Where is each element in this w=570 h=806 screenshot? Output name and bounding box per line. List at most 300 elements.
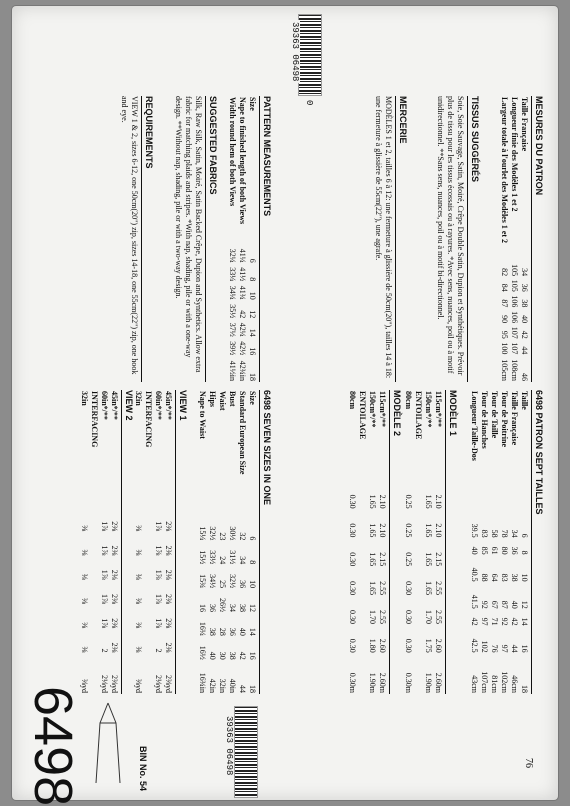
cell: 107 [510, 342, 519, 355]
table-row [377, 390, 387, 694]
cell: 2.60m [378, 672, 387, 693]
cell: 10 [248, 580, 257, 589]
cell: 1⅞ [154, 569, 163, 580]
section-title: TISSUS SUGGÉRÉS [467, 96, 480, 382]
cell: 2⅛yd [154, 675, 163, 693]
cell: 41½in [228, 360, 237, 381]
french-sizes [469, 390, 544, 694]
cell: 1⅞ [154, 545, 163, 556]
cell: 32¼ [228, 248, 237, 263]
cell: 30 [218, 651, 227, 660]
row-label: 45in*/** [110, 391, 119, 420]
table-row [143, 390, 153, 694]
cell: 0.30 [404, 581, 413, 596]
cell: 40in [228, 678, 237, 693]
cell: 2.55 [378, 581, 387, 596]
cell: 2⅜yd [110, 675, 119, 693]
section-title: MERCERIE [395, 96, 408, 382]
table-row [509, 96, 519, 382]
cell: 2.10 [378, 494, 387, 509]
section-title: VIEW 1 [175, 390, 188, 694]
size-label: Nape to Waist [198, 391, 207, 439]
cell: 2⅜ [164, 521, 173, 532]
row-label: Size [248, 97, 257, 111]
cell: 40 [510, 600, 519, 609]
page-number: 76 [523, 758, 534, 768]
cell: 80 [500, 546, 509, 555]
cell: 16 [520, 644, 529, 653]
cell: 33½ [208, 550, 217, 565]
table-row [469, 390, 479, 694]
cell: 14 [248, 627, 257, 636]
cell: 2.55 [434, 581, 443, 596]
cell: 34 [520, 268, 529, 277]
section-text: Silk, Raw Silk, Satin, Moiré, Satin Backed Crêpe, Dupion and Synthetics. Allow extra fabric for matching plaids and stripes. *With nap, shading, pile or with a one-way design. **Without nap, shading, pile or with a two-way design. [174, 96, 203, 373]
cell: 1.65 [368, 581, 377, 596]
cell: 15¾ [198, 574, 207, 589]
cell: 2.60 [434, 638, 443, 653]
cell: ⅜yd [134, 679, 143, 693]
cell: 12 [248, 310, 257, 319]
row-label: Taille Française [520, 97, 529, 152]
cell: 2⅜ [110, 618, 119, 629]
cell: 1⅞ [154, 618, 163, 629]
cell: 67 [490, 600, 499, 609]
cell: 1.70 [368, 609, 377, 624]
cell: 18 [248, 373, 257, 381]
cell: 2⅜ [164, 569, 173, 580]
size-label: Hips [208, 391, 217, 408]
cell: 2⅜ [110, 569, 119, 580]
cell: 0.25 [404, 494, 413, 509]
cell: 36 [510, 546, 519, 555]
cell: 1⅞ [100, 545, 109, 556]
size-label: Longueur Taille-Dos [470, 391, 479, 461]
cell: 36 [228, 627, 237, 636]
cell: 83 [500, 573, 509, 582]
cell: 2⅜ [164, 618, 173, 629]
section [173, 96, 218, 382]
row-label: Width round hem of both Views [228, 97, 237, 207]
row-label: ENTOILAGE [414, 391, 423, 440]
table-row [163, 390, 173, 694]
size-label: Tour de Hanches [480, 391, 489, 449]
table-row [99, 390, 109, 694]
cell: 41.5 [470, 594, 479, 609]
table-row [237, 96, 247, 382]
cell: 88 [480, 573, 489, 582]
cell: 0.30m [348, 672, 357, 693]
cell: 8 [520, 550, 529, 555]
cell: 16¾in [198, 672, 207, 693]
section [373, 96, 408, 382]
cell: 38 [520, 299, 529, 308]
cell: 10 [520, 573, 529, 582]
cell: 1⅞ [154, 593, 163, 604]
cell: 105cm [500, 359, 509, 381]
row-label: ENTOILAGE [358, 391, 367, 440]
section-title: VIEW 2 [121, 390, 134, 694]
size-label: Size [248, 391, 257, 405]
section [347, 390, 402, 694]
cell: 2.60m [434, 672, 443, 693]
cell: ⅜ [134, 525, 143, 532]
french-size-table [469, 390, 529, 694]
cell: 44 [510, 644, 519, 653]
barcode-top-prefix: 0 [304, 100, 314, 106]
cell: 42 [238, 310, 247, 319]
section-title: MESURES DU PATRON [531, 96, 544, 382]
cell: ⅜ [134, 549, 143, 556]
cell: 14 [248, 328, 257, 337]
cell: 82 [500, 268, 509, 277]
cell: 16 [248, 347, 257, 356]
row-label: 32in [134, 391, 143, 406]
cell: 1.65 [368, 523, 377, 538]
cell: 1.90m [424, 672, 433, 693]
cell: 1.65 [368, 552, 377, 567]
cell: 78 [500, 529, 509, 538]
cell: 97 [480, 617, 489, 626]
cell: 102cm [500, 671, 509, 693]
row-label: 115cm*/** [378, 391, 387, 427]
cell: 6 [248, 536, 257, 541]
cell: 0.30 [348, 638, 357, 653]
table-row [357, 390, 367, 694]
cell: 39½ [228, 341, 237, 356]
cell: 76 [490, 644, 499, 653]
size-label: Waist [218, 391, 227, 411]
section-title: REQUIREMENTS [141, 96, 154, 382]
cell: 32 [238, 532, 247, 541]
section [133, 390, 188, 694]
cell: ⅜ [80, 597, 89, 604]
cell: 46 [520, 373, 529, 381]
table-row [519, 96, 529, 382]
row-label: 32in [80, 391, 89, 406]
cell: 42 [470, 617, 479, 626]
cell: 61 [490, 546, 499, 555]
cell: 16½ [198, 645, 207, 660]
cell: 42½ [238, 341, 247, 356]
section-title: MODÈLE 2 [389, 390, 402, 694]
table-row [499, 390, 509, 694]
cell: 15½ [198, 550, 207, 565]
cell: 1⅞ [100, 618, 109, 629]
size-label: Taille [520, 391, 529, 410]
cell: 38 [510, 573, 519, 582]
cell: 38 [228, 651, 237, 660]
cell: 2.55 [434, 609, 443, 624]
cell: 0.30 [348, 581, 357, 596]
cell: 71 [490, 617, 499, 626]
cell: 0.30 [348, 494, 357, 509]
cell: 34½ [208, 574, 217, 589]
cell: 10 [248, 291, 257, 300]
table-row [153, 390, 163, 694]
cell: 42 [510, 617, 519, 626]
cell: 1.80 [368, 638, 377, 653]
english-title: 6498 SEVEN SIZES IN ONE [259, 390, 272, 694]
cell: 0.30 [404, 609, 413, 624]
cell: 41¼ [238, 248, 247, 263]
cell: ⅜ [134, 622, 143, 629]
cell: 2.55 [378, 609, 387, 624]
cell: 33¼ [228, 267, 237, 282]
cell: 36 [208, 604, 217, 613]
cell: 41½ [238, 267, 247, 282]
cell: 2⅜ [110, 545, 119, 556]
dress-sketch [78, 698, 138, 788]
cell: 107cm [480, 671, 489, 693]
cell: ⅜ [134, 573, 143, 580]
table-row [403, 390, 413, 694]
section-table [227, 96, 257, 382]
row-label: 60in*/** [100, 391, 109, 420]
section-table [133, 390, 173, 694]
row-label: 115cm*/** [434, 391, 443, 427]
barcode-bottom-label: 39363 06498 [224, 716, 234, 776]
cell: 42 [520, 330, 529, 339]
cell: 28 [218, 627, 227, 636]
cell: 1⅞ [100, 521, 109, 532]
cell: 1⅞ [100, 593, 109, 604]
cell: 106 [510, 311, 519, 324]
section-title: SUGGESTED FABRICS [205, 96, 218, 382]
row-label: Largeur totale à l'ourlet des Modèles 1 et 2 [500, 97, 509, 244]
cell: 1⅞ [100, 569, 109, 580]
cell: ⅜ [80, 525, 89, 532]
cell: 8 [248, 277, 257, 282]
cell: 35½ [228, 304, 237, 319]
cell: 16 [248, 651, 257, 660]
cell: 2⅜ [164, 593, 173, 604]
section [79, 390, 134, 694]
table-row [347, 390, 357, 694]
cell: 2.60 [378, 638, 387, 653]
cell: ⅜yd [80, 679, 89, 693]
section-table [499, 96, 529, 382]
cell: 2.10 [378, 523, 387, 538]
table-row [227, 96, 237, 382]
cell: 102 [480, 640, 489, 653]
cell: 0.30m [404, 672, 413, 693]
cell: 1.90m [368, 672, 377, 693]
cell: 0.30 [348, 552, 357, 567]
cell: 84 [500, 283, 509, 292]
cell: 1.70 [424, 609, 433, 624]
cell: 0.25 [404, 552, 413, 567]
cell: 105 [510, 264, 519, 277]
cell: 1⅞ [154, 521, 163, 532]
row-label: Nape to finished length of both Views [238, 97, 247, 225]
french-title: 6498 PATRON SEPT TAILLES [531, 390, 544, 694]
cell: 31½ [228, 550, 237, 565]
cell: 2⅜ [164, 642, 173, 653]
cell: 2.10 [434, 523, 443, 538]
size-label: Tour de Poitrine [500, 391, 509, 448]
cell: ⅜ [80, 622, 89, 629]
section-text: Soie, Soie Sauvage, Satin, Moiré, Crêpe Double Satin, Dupion et Synthétiques. Prévoir plus de tissu pour les tissus écossais ou à rayures. *Avec sens, nuances, poil ou à motif unidirectionnel. **Sans sens, nuances, poil ou à motif bi-directionnel. [436, 96, 465, 376]
layout-stage [12, 6, 558, 800]
cell: 43cm [470, 675, 479, 693]
cell: 16¼ [198, 621, 207, 636]
cell: 36 [238, 580, 247, 589]
pattern-number: 6498 [23, 686, 83, 806]
section [227, 96, 272, 382]
cell: 0.30 [348, 609, 357, 624]
cell: 15¼ [198, 526, 207, 541]
cell: 87 [500, 600, 509, 609]
cell: 100 [500, 342, 509, 355]
table-row [109, 390, 119, 694]
cell: 2⅜ [164, 545, 173, 556]
cell: 40 [470, 546, 479, 555]
cell: 105 [510, 279, 519, 292]
cell: 2⅜ [110, 593, 119, 604]
cell: 2⅜ [110, 521, 119, 532]
cell: 6 [520, 533, 529, 538]
cell: 90 [500, 315, 509, 324]
section-table [79, 390, 119, 694]
cell: 97 [500, 644, 509, 653]
cell: 83 [480, 529, 489, 538]
cell: 2⅛yd [100, 675, 109, 693]
cell: 36 [520, 283, 529, 292]
size-label: Tour de Taille [490, 391, 499, 439]
cell: ⅜ [80, 549, 89, 556]
cell: 1.65 [424, 494, 433, 509]
cell: 18 [520, 685, 529, 693]
cell: 2.15 [378, 552, 387, 567]
cell: 0.30 [404, 638, 413, 653]
table-row [519, 390, 529, 694]
barcode-top-label: 39363 06498 [290, 22, 300, 82]
cell: 25 [218, 580, 227, 589]
table-row [509, 390, 519, 694]
cell: 18 [248, 685, 257, 693]
cell: 34¼ [228, 285, 237, 300]
section-title: MODÈLE 1 [445, 390, 458, 694]
cell: 24 [218, 556, 227, 565]
row-label: 80cm [348, 391, 357, 410]
cell: ⅜ [80, 573, 89, 580]
cell: 32in [218, 678, 227, 693]
cell: 92 [500, 617, 509, 626]
cell: 64 [490, 573, 499, 582]
cell: 1.65 [424, 552, 433, 567]
cell: 32½ [208, 526, 217, 541]
cell: 42.5 [470, 638, 479, 653]
table-row [247, 96, 257, 382]
cell: 42¾in [238, 360, 247, 381]
row-label: INTERFACING [90, 391, 99, 448]
cell: 40 [238, 627, 247, 636]
cell: 42¼ [238, 322, 247, 337]
cell: 2.10 [434, 494, 443, 509]
table-row [479, 390, 489, 694]
cell: 12 [520, 600, 529, 609]
size-label: Standard European Size [238, 391, 247, 475]
table-row [79, 390, 89, 694]
cell: 41¾ [238, 285, 247, 300]
cell: 95 [500, 330, 509, 339]
table-row [499, 96, 509, 382]
row-label: Longueur finie des Modèles 1 et 2 [510, 97, 519, 212]
cell: 40 [520, 315, 529, 324]
table-row [423, 390, 433, 694]
cell: 40.5 [470, 567, 479, 582]
section [435, 96, 480, 382]
cell: 30½ [228, 526, 237, 541]
cell: ⅜ [134, 597, 143, 604]
cell: 8 [248, 560, 257, 565]
barcode-bottom [234, 706, 258, 798]
row-label: 150cm*/** [424, 391, 433, 428]
cell: 1.65 [424, 581, 433, 596]
row-label: 80cm [404, 391, 413, 410]
cell: 39.5 [470, 523, 479, 538]
section-table [403, 390, 443, 694]
cell: 42in [208, 678, 217, 693]
cell: 1.65 [424, 523, 433, 538]
cell: ⅜ [134, 646, 143, 653]
cell: 37½ [228, 322, 237, 337]
cell: 44 [520, 346, 529, 355]
cell: 40 [208, 651, 217, 660]
cell: 14 [520, 617, 529, 626]
bin-number: BIN No. 54 [138, 746, 148, 792]
section-text: VIEW 1 & 2, sizes 6-12, one 50cm(20") zip, sizes 14-18, one 55cm(22") zip, one hook and eye. [120, 96, 139, 375]
cell: 23 [218, 532, 227, 541]
cell: 34 [228, 604, 237, 613]
section [119, 96, 154, 382]
cell: 58 [490, 529, 499, 538]
cell: 38 [238, 604, 247, 613]
cell: 32½ [228, 574, 237, 589]
cell: 81cm [490, 675, 499, 693]
cell: 0.30 [348, 523, 357, 538]
section-text: MODÈLES 1 et 2, tailles 6 à 12: une fermeture à glissière de 50cm(20"), tailles 14 à 18: une fermeture à glissière de 55cm(22"), une agrafe. [374, 96, 393, 379]
section-title: PATTERN MEASUREMENTS [259, 96, 272, 382]
cell: 85 [480, 546, 489, 555]
cell: 0.25 [404, 523, 413, 538]
cell: 2⅜ [110, 642, 119, 653]
cell: 26½ [218, 598, 227, 613]
cell: 46cm [510, 675, 519, 693]
section [499, 96, 544, 382]
cell: 2 [100, 648, 109, 653]
cell: 38 [208, 627, 217, 636]
cell: 108cm [510, 359, 519, 381]
table-row [89, 390, 99, 694]
table-row [489, 390, 499, 694]
section-table [347, 390, 387, 694]
cell: ⅜ [80, 646, 89, 653]
section [403, 390, 458, 694]
cell: 2 [154, 648, 163, 653]
cell: 12 [248, 604, 257, 613]
cell: 16 [198, 604, 207, 613]
cell: 92 [480, 600, 489, 609]
size-label: Taille Française [510, 391, 519, 446]
cell: 107 [510, 326, 519, 339]
cell: 106 [510, 295, 519, 308]
table-row [433, 390, 443, 694]
row-label: 60in*/** [154, 391, 163, 420]
cell: 34 [238, 556, 247, 565]
row-label: 150cm*/** [368, 391, 377, 428]
